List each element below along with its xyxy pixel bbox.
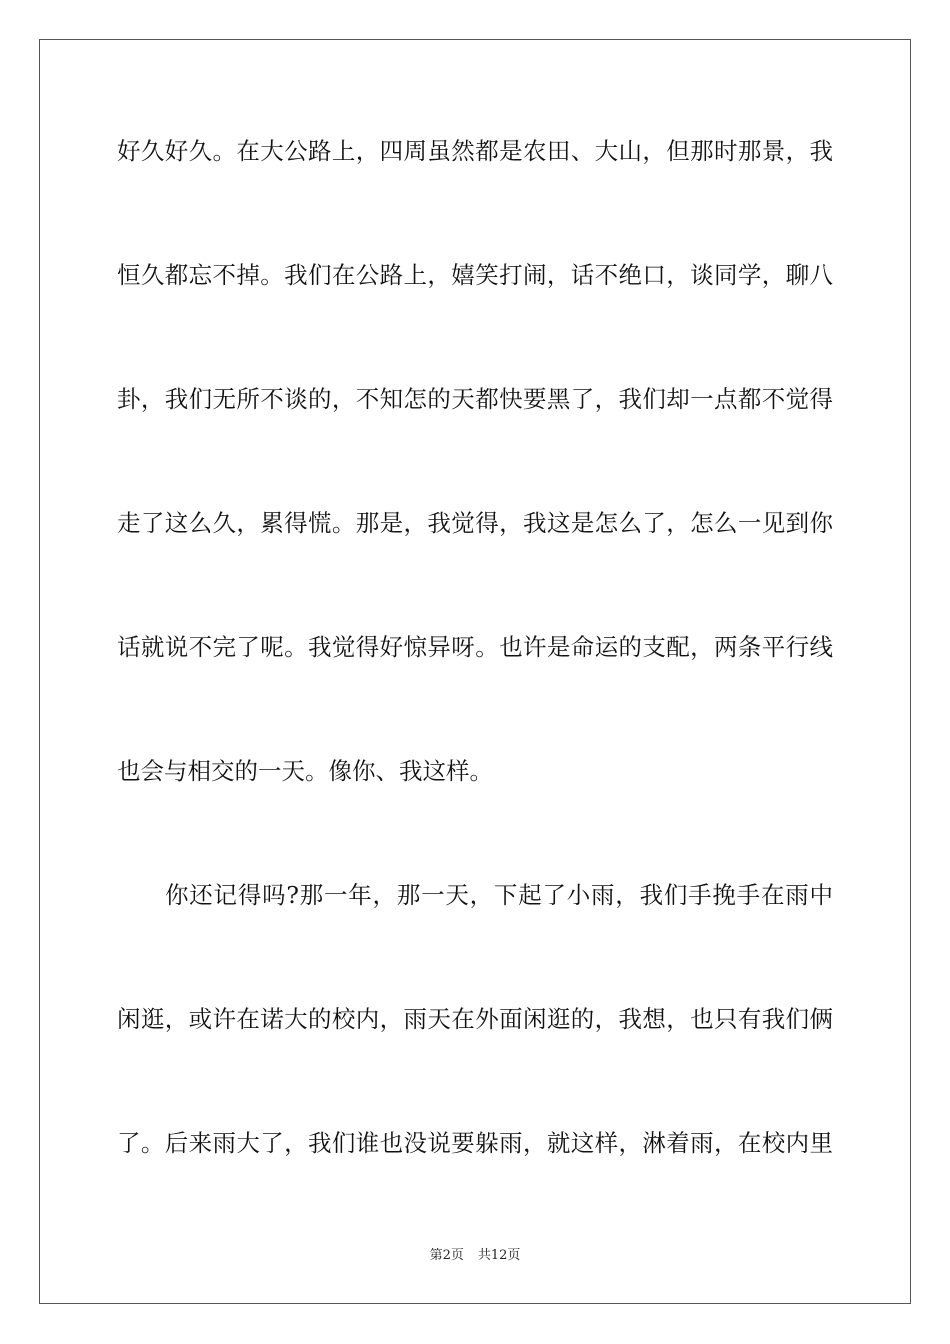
page-border bbox=[39, 39, 911, 1304]
paragraph-line-9: 了。后来雨大了，我们谁也没说要躲雨，就这样，淋着雨，在校内里 bbox=[117, 1129, 833, 1157]
paragraph-line-7: 你还记得吗?那一年，那一天，下起了小雨，我们手挽手在雨中 bbox=[165, 881, 833, 909]
paragraph-line-8: 闲逛，或许在诺大的校内，雨天在外面闲逛的，我想，也只有我们俩 bbox=[117, 1005, 833, 1033]
paragraph-line-4: 走了这么久，累得慌。那是，我觉得，我这是怎么了，怎么一见到你 bbox=[117, 509, 833, 537]
paragraph-line-1: 好久好久。在大公路上，四周虽然都是农田、大山，但那时那景，我 bbox=[117, 137, 833, 165]
page-number: 第2页 bbox=[429, 1248, 464, 1263]
paragraph-line-5: 话就说不完了呢。我觉得好惊异呀。也许是命运的支配，两条平行线 bbox=[117, 633, 833, 661]
page-footer bbox=[0, 1247, 950, 1265]
paragraph-line-3: 卦，我们无所不谈的，不知怎的天都快要黑了，我们却一点都不觉得 bbox=[117, 385, 833, 413]
page-total: 共12页 bbox=[477, 1248, 521, 1263]
paragraph-line-6: 也会与相交的一天。像你、我这样。 bbox=[117, 757, 493, 785]
paragraph-line-2: 恒久都忘不掉。我们在公路上，嬉笑打闹，话不绝口，谈同学，聊八 bbox=[117, 261, 833, 289]
